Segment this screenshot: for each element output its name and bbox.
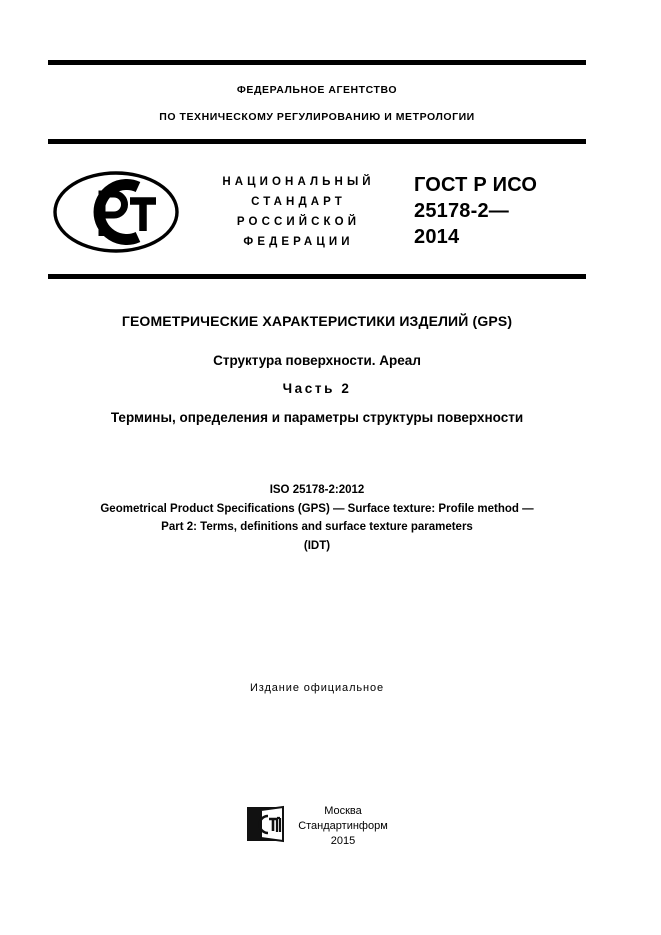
wordmark-line-4: ФЕДЕРАЦИИ <box>243 236 354 248</box>
designation-line-3: 2014 <box>414 226 460 248</box>
document-title-main: ГЕОМЕТРИЧЕСКИЕ ХАРАКТЕРИСТИКИ ИЗДЕЛИЙ (GPS) <box>121 313 513 329</box>
wordmark-line-3: РОССИЙСКОЙ <box>236 216 361 228</box>
official-edition-notice: Издание официальное <box>249 682 385 694</box>
standard-designation <box>414 172 590 250</box>
gost-r-emblem-icon <box>52 170 180 254</box>
iso-reference-line-3: Part 2: Terms, definitions and surface texture parameters <box>161 521 473 533</box>
agency-name-line-2: ПО ТЕХНИЧЕСКОМУ РЕГУЛИРОВАНИЮ И МЕТРОЛОГИИ <box>159 111 475 123</box>
divider-rule-bottom <box>48 274 586 279</box>
divider-rule-top <box>48 60 586 65</box>
document-title-scope: Термины, определения и параметры структуры поверхности <box>110 410 524 425</box>
publisher-name: Стандартинформ <box>298 820 388 832</box>
publisher-block <box>48 802 586 849</box>
iso-reference-line-1: ISO 25178-2:2012 <box>269 484 365 496</box>
agency-name-line-1: ФЕДЕРАЛЬНОЕ АГЕНТСТВО <box>236 84 398 96</box>
iso-reference-block <box>48 481 586 555</box>
wordmark-line-2: СТАНДАРТ <box>251 196 346 208</box>
divider-rule-middle <box>48 139 586 144</box>
publisher-city: Москва <box>324 805 362 817</box>
iso-reference-line-4: (IDT) <box>303 539 331 552</box>
document-title-subtitle: Структура поверхности. Ареал <box>213 353 421 368</box>
iso-reference-line-2: Geometrical Product Specifications (GPS) — Surface texture: Profile method — <box>100 502 534 515</box>
designation-line-2: 25178-2— <box>414 200 509 222</box>
national-standard-wordmark <box>196 172 401 252</box>
document-title-part: Часть 2 <box>282 381 352 396</box>
publisher-year: 2015 <box>330 835 356 847</box>
designation-line-1: ГОСТ Р ИСО <box>414 174 538 196</box>
standartinform-logo-icon <box>246 804 286 844</box>
publisher-text <box>298 802 388 849</box>
wordmark-line-1: НАЦИОНАЛЬНЫЙ <box>222 176 375 188</box>
